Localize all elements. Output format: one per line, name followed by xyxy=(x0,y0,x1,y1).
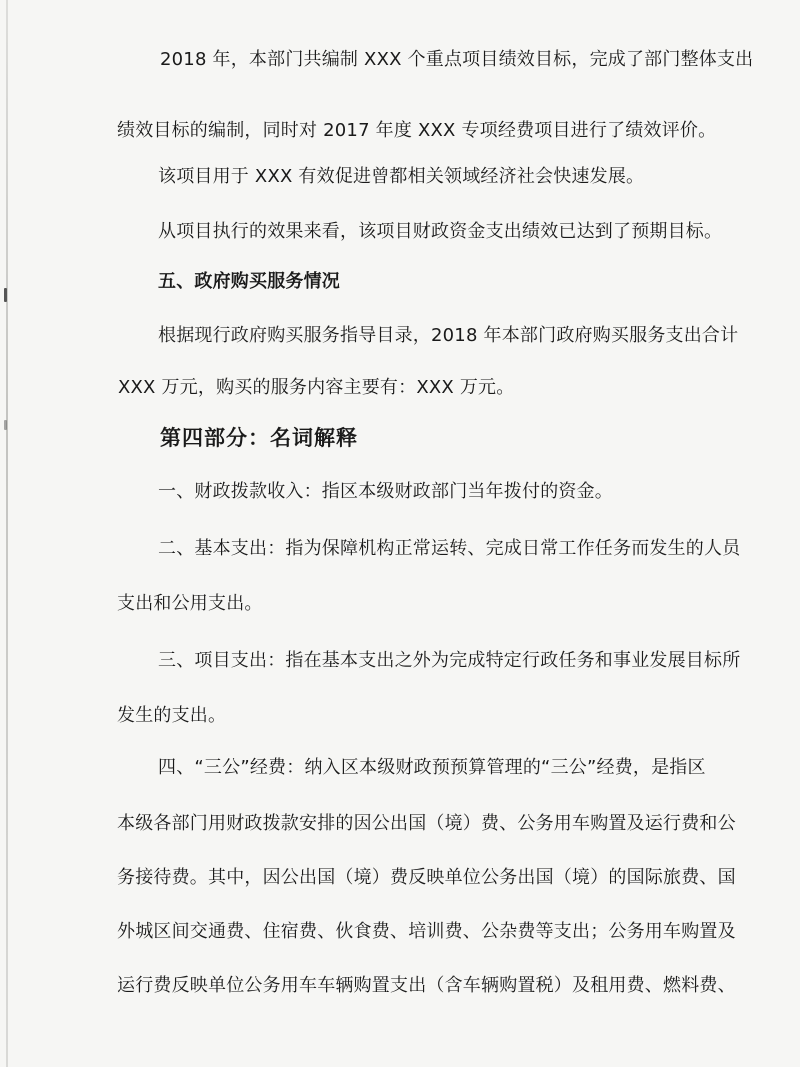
paragraph-line: 发生的支出。 xyxy=(117,705,227,726)
paragraph-line: 三、项目支出：指在基本支出之外为完成特定行政任务和事业发展目标所 xyxy=(158,650,741,671)
paragraph-line: 2018 年，本部门共编制 XXX 个重点项目绩效目标，完成了部门整体支出 xyxy=(160,49,754,70)
paragraph-line: 外城区间交通费、住宿费、伙食费、培训费、公杂费等支出；公务用车购置及 xyxy=(117,921,736,942)
section-heading: 五、政府购买服务情况 xyxy=(158,271,340,292)
paragraph-line: 本级各部门用财政拨款安排的因公出国（境）费、公务用车购置及运行费和公 xyxy=(117,813,736,834)
paragraph-line: 运行费反映单位公务用车车辆购置支出（含车辆购置税）及租用费、燃料费、 xyxy=(117,975,736,996)
paragraph-line: 四、“三公”经费：纳入区本级财政预预算管理的“三公”经费，是指区 xyxy=(158,757,706,778)
paragraph-line: 该项目用于 XXX 有效促进曾都相关领域经济社会快速发展。 xyxy=(158,166,645,187)
paragraph-line: XXX 万元，购买的服务内容主要有：XXX 万元。 xyxy=(118,377,515,398)
paragraph-line: 支出和公用支出。 xyxy=(117,593,263,614)
paragraph-line: 二、基本支出：指为保障机构正常运转、完成日常工作任务而发生的人员 xyxy=(158,538,741,559)
part-heading: 第四部分：名词解释 xyxy=(160,426,358,450)
paragraph-line: 从项目执行的效果来看，该项目财政资金支出绩效已达到了预期目标。 xyxy=(158,221,723,242)
paragraph-line: 根据现行政府购买服务指导目录，2018 年本部门政府购买服务支出合计 xyxy=(158,325,739,346)
paragraph-line: 一、财政拨款收入：指区本级财政部门当年拨付的资金。 xyxy=(158,481,613,502)
paragraph-line: 绩效目标的编制，同时对 2017 年度 XXX 专项经费项目进行了绩效评价。 xyxy=(117,120,717,141)
paragraph-line: 务接待费。其中，因公出国（境）费反映单位公务出国（境）的国际旅费、国 xyxy=(117,867,736,888)
